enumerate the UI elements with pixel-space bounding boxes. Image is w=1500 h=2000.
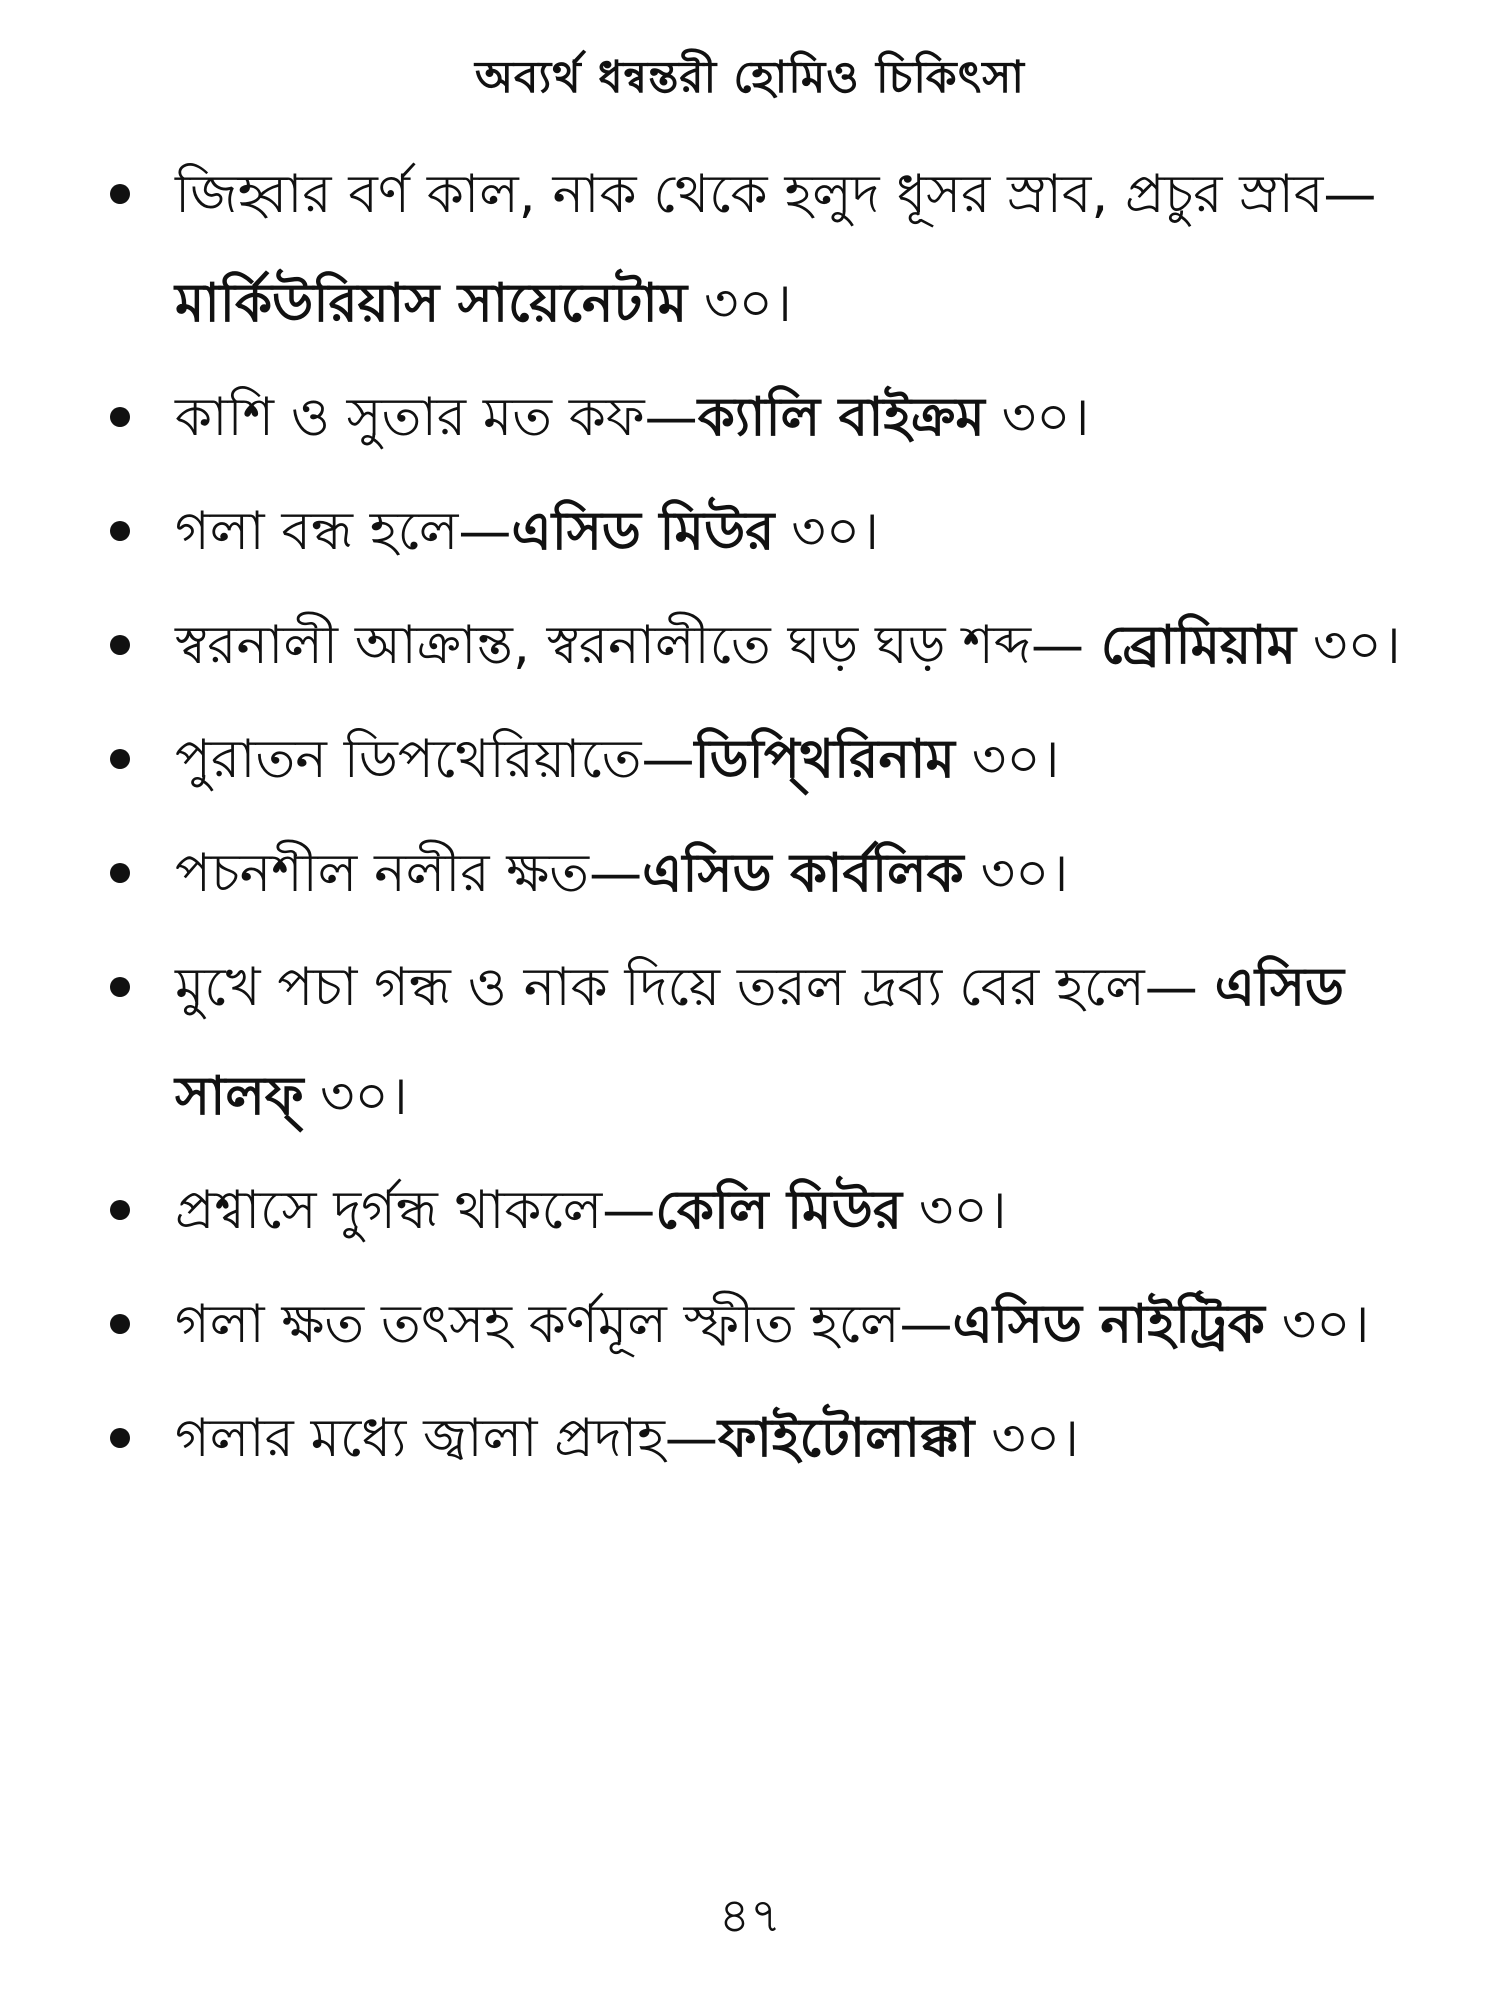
remedy-name: ফাইটোলাক্কা xyxy=(717,1408,975,1469)
list-item xyxy=(110,1156,1410,1265)
potency-text: ৩০। xyxy=(974,1408,1080,1469)
list-item xyxy=(110,819,1410,928)
bullet-icon xyxy=(110,977,130,997)
remedy-name: ক্যালি বাইক্রম xyxy=(697,387,985,448)
bullet-icon xyxy=(110,1428,130,1448)
list-item xyxy=(110,1384,1410,1493)
bullet-icon xyxy=(110,1200,130,1220)
list-item xyxy=(110,933,1410,1151)
potency-text: ৩০। xyxy=(687,273,792,334)
symptom-text: গলা ক্ষত তৎসহ কর্ণমূল স্ফীত হলে— xyxy=(175,1294,953,1355)
bullet-icon xyxy=(110,863,130,883)
remedy-name: এসিড নাইট্রিক xyxy=(952,1294,1265,1355)
bullet-icon xyxy=(110,749,130,769)
potency-text: ৩০। xyxy=(774,501,880,562)
symptom-text: পচনশীল নলীর ক্ষত— xyxy=(175,843,643,904)
bullet-icon xyxy=(110,635,130,655)
symptom-text: স্বরনালী আক্রান্ত, স্বরনালীতে ঘড় ঘড় শব্দ— xyxy=(175,615,1101,676)
remedy-name: ডিপ্থিরিনাম xyxy=(694,729,955,790)
bullet-icon xyxy=(110,1314,130,1334)
remedy-name: মার্কিউরিয়াস সায়েনেটাম xyxy=(175,273,688,334)
symptom-text: কাশি ও সুতার মত কফ— xyxy=(175,387,698,448)
potency-text: ৩০। xyxy=(963,843,1069,904)
potency-text: ৩০। xyxy=(984,387,1090,448)
symptom-text: প্রশ্বাসে দুর্গন্ধ থাকলে— xyxy=(175,1180,656,1241)
remedy-name: এসিড মিউর xyxy=(511,501,775,562)
symptom-text: পুরাতন ডিপথেরিয়াতে— xyxy=(175,729,695,790)
potency-text: ৩০। xyxy=(303,1066,408,1127)
remedy-list xyxy=(110,140,1410,1498)
list-item xyxy=(110,1270,1410,1379)
remedy-name: এসিড কার্বলিক xyxy=(642,843,964,904)
symptom-text: মুখে পচা গন্ধ ও নাক দিয়ে তরল দ্রব্য বের হলে— xyxy=(175,957,1215,1018)
list-item xyxy=(110,591,1410,700)
list-item xyxy=(110,705,1410,814)
potency-text: ৩০। xyxy=(902,1180,1007,1241)
potency-text: ৩০। xyxy=(1296,615,1401,676)
symptom-text: গলা বন্ধ হলে— xyxy=(175,501,512,562)
remedy-name: কেলি মিউর xyxy=(655,1180,903,1241)
list-item xyxy=(110,477,1410,586)
potency-text: ৩০। xyxy=(1264,1294,1370,1355)
symptom-text: জিহ্বার বর্ণ কাল, নাক থেকে হলুদ ধূসর স্রাব, প্রচুর স্রাব— xyxy=(175,164,1377,225)
bullet-icon xyxy=(110,184,130,204)
remedy-name: এসিড সালফ্ xyxy=(175,957,1345,1127)
symptom-text: গলার মধ্যে জ্বালা প্রদাহ— xyxy=(175,1408,718,1469)
running-head: অব্যর্থ ধন্বন্তরী হোমিও চিকিৎসা xyxy=(474,52,1026,103)
remedy-name: ব্রোমিয়াম xyxy=(1100,615,1297,676)
potency-text: ৩০। xyxy=(954,729,1060,790)
bullet-icon xyxy=(110,407,130,427)
page-number: ৪৭ xyxy=(718,1888,782,1944)
bullet-icon xyxy=(110,521,130,541)
list-item xyxy=(110,363,1410,472)
list-item xyxy=(110,140,1410,358)
